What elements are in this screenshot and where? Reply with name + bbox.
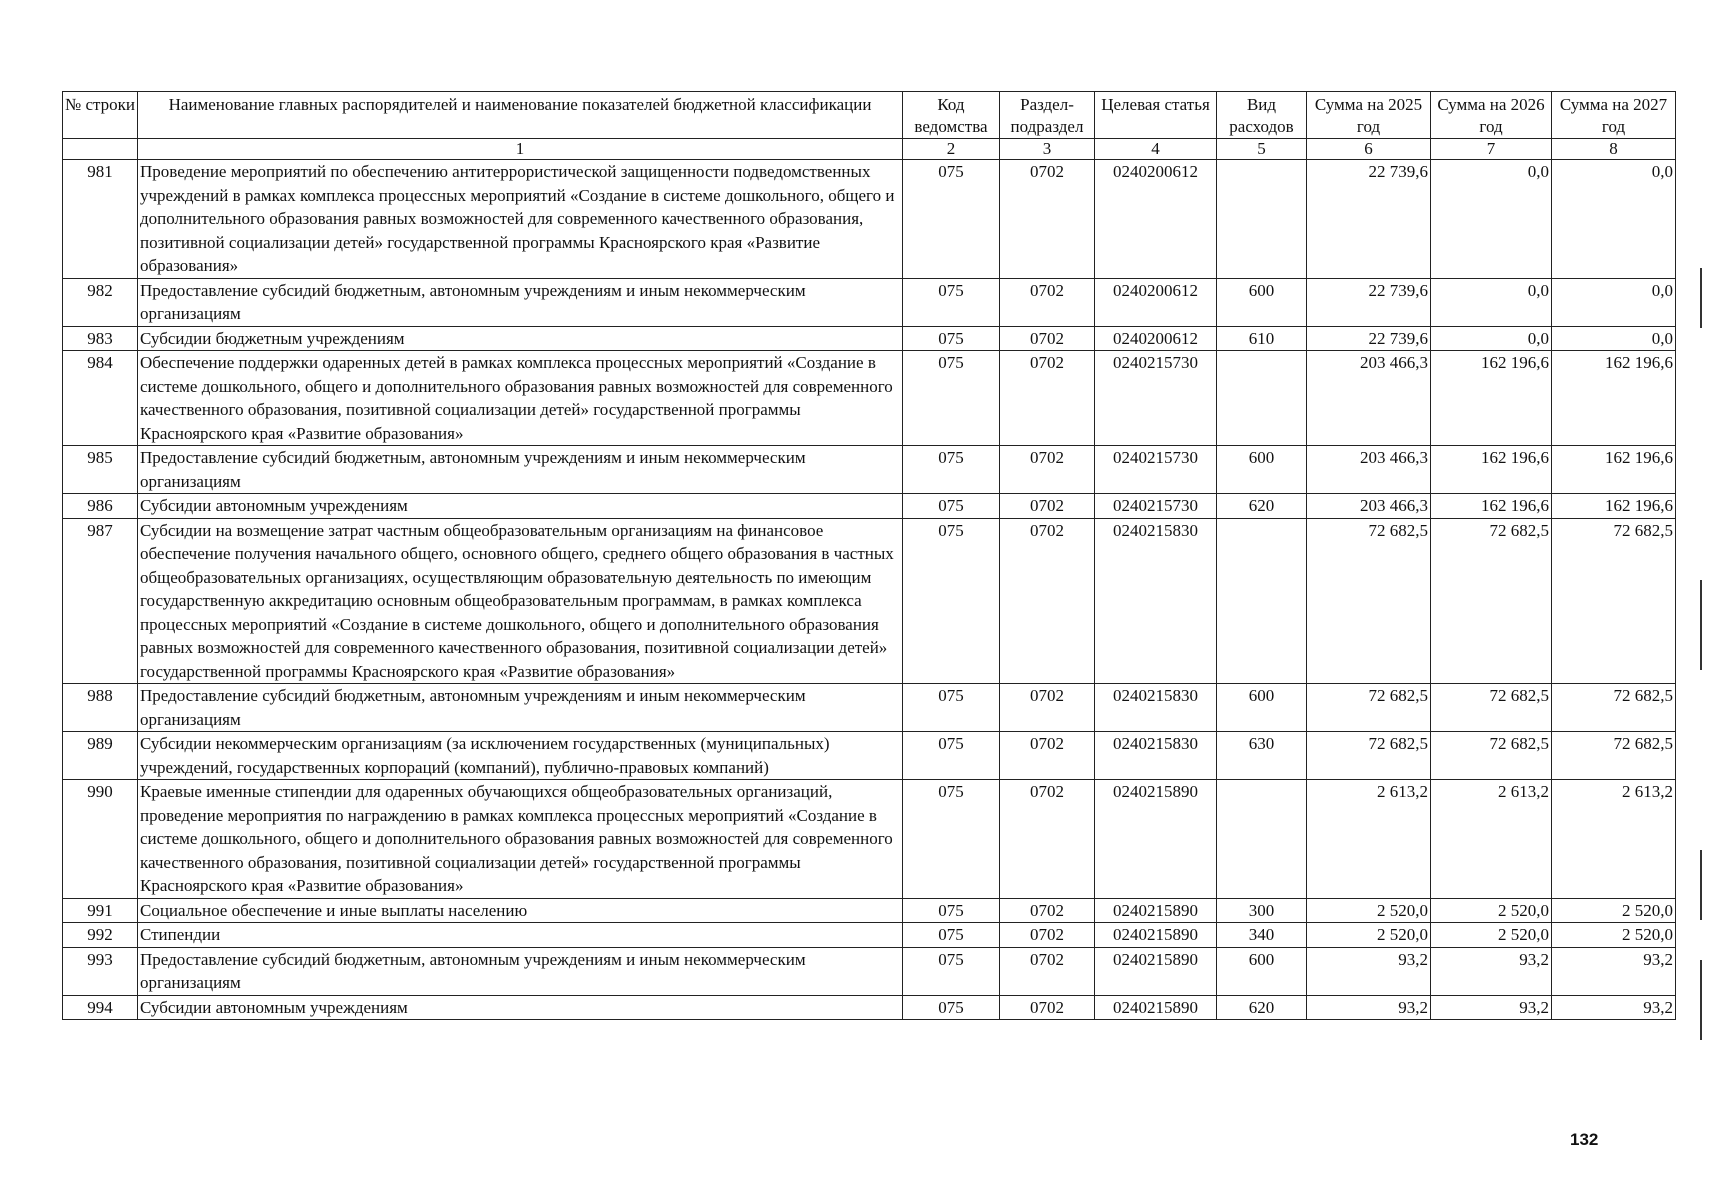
row-expense-type: 600 — [1217, 947, 1307, 995]
column-number: 4 — [1095, 139, 1217, 160]
row-target-article: 0240215830 — [1095, 684, 1217, 732]
row-dept-code: 075 — [903, 494, 1000, 519]
row-expense-type: 340 — [1217, 923, 1307, 948]
row-section: 0702 — [1000, 518, 1095, 684]
row-sum-2026: 2 520,0 — [1431, 923, 1552, 948]
row-section: 0702 — [1000, 923, 1095, 948]
row-sum-2027: 2 520,0 — [1552, 898, 1676, 923]
row-sum-2025: 93,2 — [1307, 947, 1431, 995]
row-name: Субсидии некоммерческим организациям (за исключением государственных (муниципальных) учреждений, государственных корпораций (компаний), публично-правовых компаний) — [138, 732, 903, 780]
row-number: 991 — [63, 898, 138, 923]
column-number: 7 — [1431, 139, 1552, 160]
budget-table — [62, 91, 1676, 1020]
column-number — [63, 139, 138, 160]
row-sum-2025: 22 739,6 — [1307, 326, 1431, 351]
scan-edge-mark — [1700, 580, 1702, 670]
table-row — [63, 494, 1676, 519]
row-sum-2027: 0,0 — [1552, 326, 1676, 351]
row-expense-type: 600 — [1217, 278, 1307, 326]
page-number: 132 — [1570, 1130, 1599, 1149]
row-sum-2027: 2 613,2 — [1552, 780, 1676, 899]
row-sum-2027: 72 682,5 — [1552, 518, 1676, 684]
row-sum-2025: 203 466,3 — [1307, 494, 1431, 519]
row-expense-type: 620 — [1217, 494, 1307, 519]
scan-edge-mark — [1700, 960, 1702, 1040]
row-sum-2027: 93,2 — [1552, 947, 1676, 995]
table-row — [63, 732, 1676, 780]
row-number: 992 — [63, 923, 138, 948]
row-sum-2027: 0,0 — [1552, 278, 1676, 326]
column-number: 6 — [1307, 139, 1431, 160]
row-dept-code: 075 — [903, 923, 1000, 948]
row-name: Стипендии — [138, 923, 903, 948]
column-number: 2 — [903, 139, 1000, 160]
row-target-article: 0240215730 — [1095, 446, 1217, 494]
row-sum-2025: 203 466,3 — [1307, 351, 1431, 446]
table-row — [63, 947, 1676, 995]
row-sum-2025: 2 520,0 — [1307, 898, 1431, 923]
table-row — [63, 351, 1676, 446]
row-name: Социальное обеспечение и иные выплаты населению — [138, 898, 903, 923]
scan-edge-mark — [1700, 268, 1702, 328]
table-body — [63, 160, 1676, 1020]
row-sum-2026: 72 682,5 — [1431, 732, 1552, 780]
table-row — [63, 923, 1676, 948]
row-section: 0702 — [1000, 351, 1095, 446]
row-section: 0702 — [1000, 732, 1095, 780]
row-name: Предоставление субсидий бюджетным, автономным учреждениям и иным некоммерческим организациям — [138, 947, 903, 995]
table-row — [63, 160, 1676, 279]
header-name: Наименование главных распорядителей и наименование показателей бюджетной классификации — [138, 92, 903, 139]
row-sum-2025: 72 682,5 — [1307, 518, 1431, 684]
row-sum-2025: 203 466,3 — [1307, 446, 1431, 494]
table-row — [63, 326, 1676, 351]
row-expense-type: 620 — [1217, 995, 1307, 1020]
row-sum-2027: 162 196,6 — [1552, 351, 1676, 446]
row-section: 0702 — [1000, 780, 1095, 899]
header-expense-type: Вид расходов — [1217, 92, 1307, 139]
row-name: Краевые именные стипендии для одаренных обучающихся общеобразовательных организаций, проведение мероприятия по награждению в рамках комплекса процессных мероприятий «Создание в системе дошкольного, общего и дополнительного образования равных возможностей для современного качественного образования, позитивной социализации детей» государственной программы Красноярского края «Развитие образования» — [138, 780, 903, 899]
row-section: 0702 — [1000, 684, 1095, 732]
row-number: 989 — [63, 732, 138, 780]
row-target-article: 0240215890 — [1095, 780, 1217, 899]
row-target-article: 0240200612 — [1095, 278, 1217, 326]
row-sum-2025: 93,2 — [1307, 995, 1431, 1020]
row-section: 0702 — [1000, 446, 1095, 494]
row-expense-type — [1217, 351, 1307, 446]
row-sum-2027: 162 196,6 — [1552, 446, 1676, 494]
row-expense-type: 630 — [1217, 732, 1307, 780]
row-number: 987 — [63, 518, 138, 684]
table-row — [63, 446, 1676, 494]
row-sum-2026: 0,0 — [1431, 326, 1552, 351]
row-name: Предоставление субсидий бюджетным, автономным учреждениям и иным некоммерческим организациям — [138, 446, 903, 494]
table-row — [63, 995, 1676, 1020]
row-section: 0702 — [1000, 898, 1095, 923]
header-section: Раздел-подраздел — [1000, 92, 1095, 139]
row-sum-2026: 0,0 — [1431, 278, 1552, 326]
row-dept-code: 075 — [903, 326, 1000, 351]
row-dept-code: 075 — [903, 898, 1000, 923]
row-expense-type: 300 — [1217, 898, 1307, 923]
row-number: 982 — [63, 278, 138, 326]
header-row-no: № строки — [63, 92, 138, 139]
column-number: 8 — [1552, 139, 1676, 160]
row-section: 0702 — [1000, 947, 1095, 995]
row-expense-type — [1217, 160, 1307, 279]
row-sum-2026: 93,2 — [1431, 947, 1552, 995]
column-number: 1 — [138, 139, 903, 160]
table-row — [63, 780, 1676, 899]
header-sum-2027: Сумма на 2027 год — [1552, 92, 1676, 139]
row-expense-type: 600 — [1217, 446, 1307, 494]
row-section: 0702 — [1000, 278, 1095, 326]
column-numbers-row — [63, 139, 1676, 160]
header-dept-code: Код ведомства — [903, 92, 1000, 139]
row-sum-2026: 162 196,6 — [1431, 351, 1552, 446]
row-sum-2027: 0,0 — [1552, 160, 1676, 279]
row-number: 994 — [63, 995, 138, 1020]
row-number: 990 — [63, 780, 138, 899]
row-target-article: 0240215890 — [1095, 923, 1217, 948]
table-row — [63, 684, 1676, 732]
row-section: 0702 — [1000, 326, 1095, 351]
row-number: 984 — [63, 351, 138, 446]
row-sum-2026: 72 682,5 — [1431, 518, 1552, 684]
row-target-article: 0240200612 — [1095, 160, 1217, 279]
row-name: Субсидии на возмещение затрат частным общеобразовательным организациям на финансовое обеспечение получения начального общего, основного общего, среднего общего образования в частных общеобразовательных организациях, осуществляющим образовательную деятельность по имеющим государственную аккредитацию основным общеобразовательным программам, в рамках комплекса процессных мероприятий «Создание в системе дошкольного, общего и дополнительного образования равных возможностей для современного качественного образования, позитивной социализации детей» государственной программы Красноярского края «Развитие образования» — [138, 518, 903, 684]
row-dept-code: 075 — [903, 995, 1000, 1020]
row-name: Субсидии автономным учреждениям — [138, 995, 903, 1020]
row-target-article: 0240215730 — [1095, 351, 1217, 446]
row-section: 0702 — [1000, 160, 1095, 279]
row-target-article: 0240215890 — [1095, 995, 1217, 1020]
row-name: Предоставление субсидий бюджетным, автономным учреждениям и иным некоммерческим организациям — [138, 278, 903, 326]
row-sum-2025: 22 739,6 — [1307, 160, 1431, 279]
row-name: Субсидии автономным учреждениям — [138, 494, 903, 519]
row-sum-2025: 22 739,6 — [1307, 278, 1431, 326]
row-dept-code: 075 — [903, 278, 1000, 326]
row-target-article: 0240215890 — [1095, 898, 1217, 923]
column-number: 3 — [1000, 139, 1095, 160]
row-dept-code: 075 — [903, 351, 1000, 446]
header-sum-2026: Сумма на 2026 год — [1431, 92, 1552, 139]
row-sum-2025: 72 682,5 — [1307, 732, 1431, 780]
row-number: 983 — [63, 326, 138, 351]
row-sum-2026: 162 196,6 — [1431, 446, 1552, 494]
table-row — [63, 898, 1676, 923]
row-dept-code: 075 — [903, 160, 1000, 279]
header-target-article: Целевая статья — [1095, 92, 1217, 139]
row-target-article: 0240215830 — [1095, 518, 1217, 684]
row-name: Обеспечение поддержки одаренных детей в рамках комплекса процессных мероприятий «Создание в системе дошкольного, общего и дополнительного образования равных возможностей для современного качественного образования, позитивной социализации детей» государственной программы Красноярского края «Развитие образования» — [138, 351, 903, 446]
row-section: 0702 — [1000, 494, 1095, 519]
row-sum-2027: 93,2 — [1552, 995, 1676, 1020]
row-sum-2027: 72 682,5 — [1552, 684, 1676, 732]
row-expense-type — [1217, 780, 1307, 899]
row-sum-2026: 93,2 — [1431, 995, 1552, 1020]
row-number: 985 — [63, 446, 138, 494]
row-sum-2027: 162 196,6 — [1552, 494, 1676, 519]
table-row — [63, 518, 1676, 684]
row-number: 988 — [63, 684, 138, 732]
row-dept-code: 075 — [903, 446, 1000, 494]
row-sum-2025: 2 613,2 — [1307, 780, 1431, 899]
header-sum-2025: Сумма на 2025 год — [1307, 92, 1431, 139]
table-header-row — [63, 92, 1676, 139]
row-target-article: 0240215890 — [1095, 947, 1217, 995]
row-target-article: 0240215730 — [1095, 494, 1217, 519]
row-dept-code: 075 — [903, 732, 1000, 780]
row-number: 986 — [63, 494, 138, 519]
row-number: 993 — [63, 947, 138, 995]
row-sum-2026: 0,0 — [1431, 160, 1552, 279]
row-sum-2027: 72 682,5 — [1552, 732, 1676, 780]
table-row — [63, 278, 1676, 326]
row-target-article: 0240215830 — [1095, 732, 1217, 780]
row-expense-type — [1217, 518, 1307, 684]
row-sum-2026: 2 613,2 — [1431, 780, 1552, 899]
row-dept-code: 075 — [903, 518, 1000, 684]
column-number: 5 — [1217, 139, 1307, 160]
row-dept-code: 075 — [903, 780, 1000, 899]
row-dept-code: 075 — [903, 947, 1000, 995]
row-sum-2026: 2 520,0 — [1431, 898, 1552, 923]
row-sum-2025: 2 520,0 — [1307, 923, 1431, 948]
row-name: Субсидии бюджетным учреждениям — [138, 326, 903, 351]
row-name: Проведение мероприятий по обеспечению антитеррористической защищенности подведомственных учреждений в рамках комплекса процессных мероприятий «Создание в системе дошкольного, общего и дополнительного образования равных возможностей для современного качественного образования, позитивной социализации детей» государственной программы Красноярского края «Развитие образования» — [138, 160, 903, 279]
row-sum-2026: 72 682,5 — [1431, 684, 1552, 732]
row-section: 0702 — [1000, 995, 1095, 1020]
scan-edge-mark — [1700, 850, 1702, 920]
row-expense-type: 610 — [1217, 326, 1307, 351]
row-target-article: 0240200612 — [1095, 326, 1217, 351]
row-expense-type: 600 — [1217, 684, 1307, 732]
row-dept-code: 075 — [903, 684, 1000, 732]
row-number: 981 — [63, 160, 138, 279]
row-sum-2027: 2 520,0 — [1552, 923, 1676, 948]
row-sum-2025: 72 682,5 — [1307, 684, 1431, 732]
row-sum-2026: 162 196,6 — [1431, 494, 1552, 519]
row-name: Предоставление субсидий бюджетным, автономным учреждениям и иным некоммерческим организациям — [138, 684, 903, 732]
